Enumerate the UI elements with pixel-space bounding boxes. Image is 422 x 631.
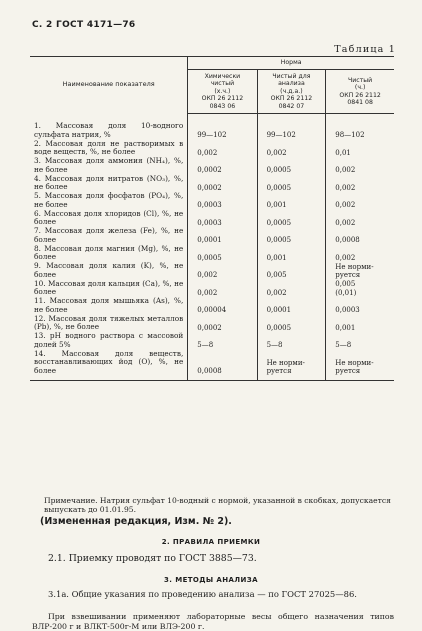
norm-value: 0,0002 xyxy=(188,175,257,193)
section-2-title: 2. ПРАВИЛА ПРИЕМКИ xyxy=(161,538,261,546)
norm-value: 0,0008 xyxy=(326,227,394,245)
table-row xyxy=(30,280,394,298)
norm-value: 0,002 xyxy=(188,140,257,158)
norm-value: 0,00004 xyxy=(188,297,257,315)
norm-value: 5—8 xyxy=(326,332,394,350)
column-header: Химически чистый (х.ч.) ОКП 26 2112 0843 06 xyxy=(188,70,257,114)
norm-value: 5—8 xyxy=(257,332,326,350)
norm-value: 0,0005 xyxy=(257,157,326,175)
norm-value: 0,002 xyxy=(326,157,394,175)
norm-value: 0,002 xyxy=(326,192,394,210)
indicator-name: 12. Массовая доля тяжелых металлов (Pb), %, не более xyxy=(34,313,184,332)
indicator-name: 13. pH водного раствора с массовой долей 5% xyxy=(34,331,184,349)
norm-value: 0,002 xyxy=(326,245,394,263)
norm-value: Не норми- руется xyxy=(326,350,394,376)
norm-value: 0,002 xyxy=(188,280,257,298)
column-header: Чистый для анализа (ч.д.а.) ОКП 26 2112 0842 07 xyxy=(257,70,326,114)
norm-value: 0,0005 xyxy=(188,245,257,263)
clause-2-1: 2.1. Приемку проводят по ГОСТ 3885—73. xyxy=(48,553,257,564)
norm-value: 0,0005 xyxy=(257,210,326,228)
column-header: Чистый (ч.) ОКП 26 2112 0841 08 xyxy=(326,70,394,114)
table-row xyxy=(30,175,394,193)
table-row xyxy=(30,227,394,245)
table-row xyxy=(30,262,394,280)
norm-value: 99—102 xyxy=(188,122,257,140)
norm-value: 0,001 xyxy=(326,315,394,333)
norm-value: 0,002 xyxy=(188,262,257,280)
norm-header: Норма xyxy=(188,57,394,70)
name-column-header: Наименование показателя xyxy=(30,57,188,114)
indicator-name: 7. Массовая доля железа (Fe), %, не более xyxy=(34,226,184,244)
norm-value: 98—102 xyxy=(326,122,394,140)
norm-value: 0,0001 xyxy=(257,297,326,315)
norm-value: 0,002 xyxy=(257,140,326,158)
table-row xyxy=(30,332,394,350)
amendment-note: (Измененная редакция, Изм. № 2). xyxy=(40,516,232,527)
table-row xyxy=(30,192,394,210)
indicator-name: 8. Массовая доля магния (Mg), %, не более xyxy=(34,243,184,262)
norm-value: 0,0005 xyxy=(257,227,326,245)
table-note: Примечание. Натрия сульфат 10-водный с нормой, указанной в скобках, допускается выпускать до 01.01.95. xyxy=(44,496,391,515)
norm-value: 0,0002 xyxy=(188,315,257,333)
norm-value: 0,001 xyxy=(257,245,326,263)
indicator-name: 1. Массовая доля 10-водного сульфата натрия, % xyxy=(34,121,184,139)
indicator-name: 3. Массовая доля аммония (NH₄), %, не более xyxy=(34,156,184,174)
page-header: С. 2 ГОСТ 4171—76 xyxy=(32,20,136,30)
norm-value: 0,0001 xyxy=(188,227,257,245)
norms-table xyxy=(30,56,394,381)
indicator-name: 5. Массовая доля фосфатов (PO₄), %, не более xyxy=(34,191,184,209)
norm-value: 0,0008 xyxy=(188,350,257,376)
clause-3-1a: 3.1а. Общие указания по проведению анализа — по ГОСТ 27025—86. xyxy=(48,589,357,599)
indicator-name: 2. Массовая доля не растворимых в воде веществ, %, не более xyxy=(34,138,184,157)
section-3-title: 3. МЕТОДЫ АНАЛИЗА xyxy=(164,576,258,584)
indicator-name: 11. Массовая доля мышьяка (As), %, не более xyxy=(34,296,184,314)
indicator-name: 6. Массовая доля хлоридов (Cl), %, не более xyxy=(34,208,184,227)
norm-value: 0,01 xyxy=(326,140,394,158)
indicator-name: 9. Массовая доля калия (K), %, не более xyxy=(34,261,184,279)
norm-value: 0,005 (0,01) xyxy=(326,280,394,298)
table-row xyxy=(30,350,394,376)
norm-value: 0,002 xyxy=(326,175,394,193)
indicator-name: 10. Массовая доля кальция (Ca), %, не более xyxy=(34,278,184,297)
norm-value: 0,0003 xyxy=(188,192,257,210)
table-row xyxy=(30,157,394,175)
table-row xyxy=(30,315,394,333)
norm-value: 0,0002 xyxy=(188,157,257,175)
table-row xyxy=(30,122,394,140)
norm-value: 0,002 xyxy=(326,210,394,228)
norm-value: 0,0005 xyxy=(257,175,326,193)
table-row xyxy=(30,245,394,263)
table-row xyxy=(30,210,394,228)
norm-value: 0,001 xyxy=(257,192,326,210)
norm-value: Не норми- руется xyxy=(326,262,394,280)
weighing-paragraph: При взвешивании применяют лабораторные весы общего назначения типов ВЛР-200 г и ВЛКТ-500г-М или ВЛЭ-200 г. xyxy=(32,612,394,631)
norm-value: 0,005 xyxy=(257,262,326,280)
norm-value: 0,0005 xyxy=(257,315,326,333)
table-row xyxy=(30,140,394,158)
table-title: Таблица 1 xyxy=(334,44,396,55)
norm-value: 0,0003 xyxy=(188,210,257,228)
norm-value: 0,002 xyxy=(257,280,326,298)
indicator-name: 4. Массовая доля нитратов (NO₃), %, не более xyxy=(34,173,184,192)
indicator-name: 14. Массовая доля веществ, восстанавливающих йод (O), %, не более xyxy=(34,348,184,375)
norm-value: 0,0003 xyxy=(326,297,394,315)
table-row xyxy=(30,297,394,315)
norm-value: Не норми- руется xyxy=(257,350,326,376)
norm-value: 5—8 xyxy=(188,332,257,350)
norm-value: 99—102 xyxy=(257,122,326,140)
